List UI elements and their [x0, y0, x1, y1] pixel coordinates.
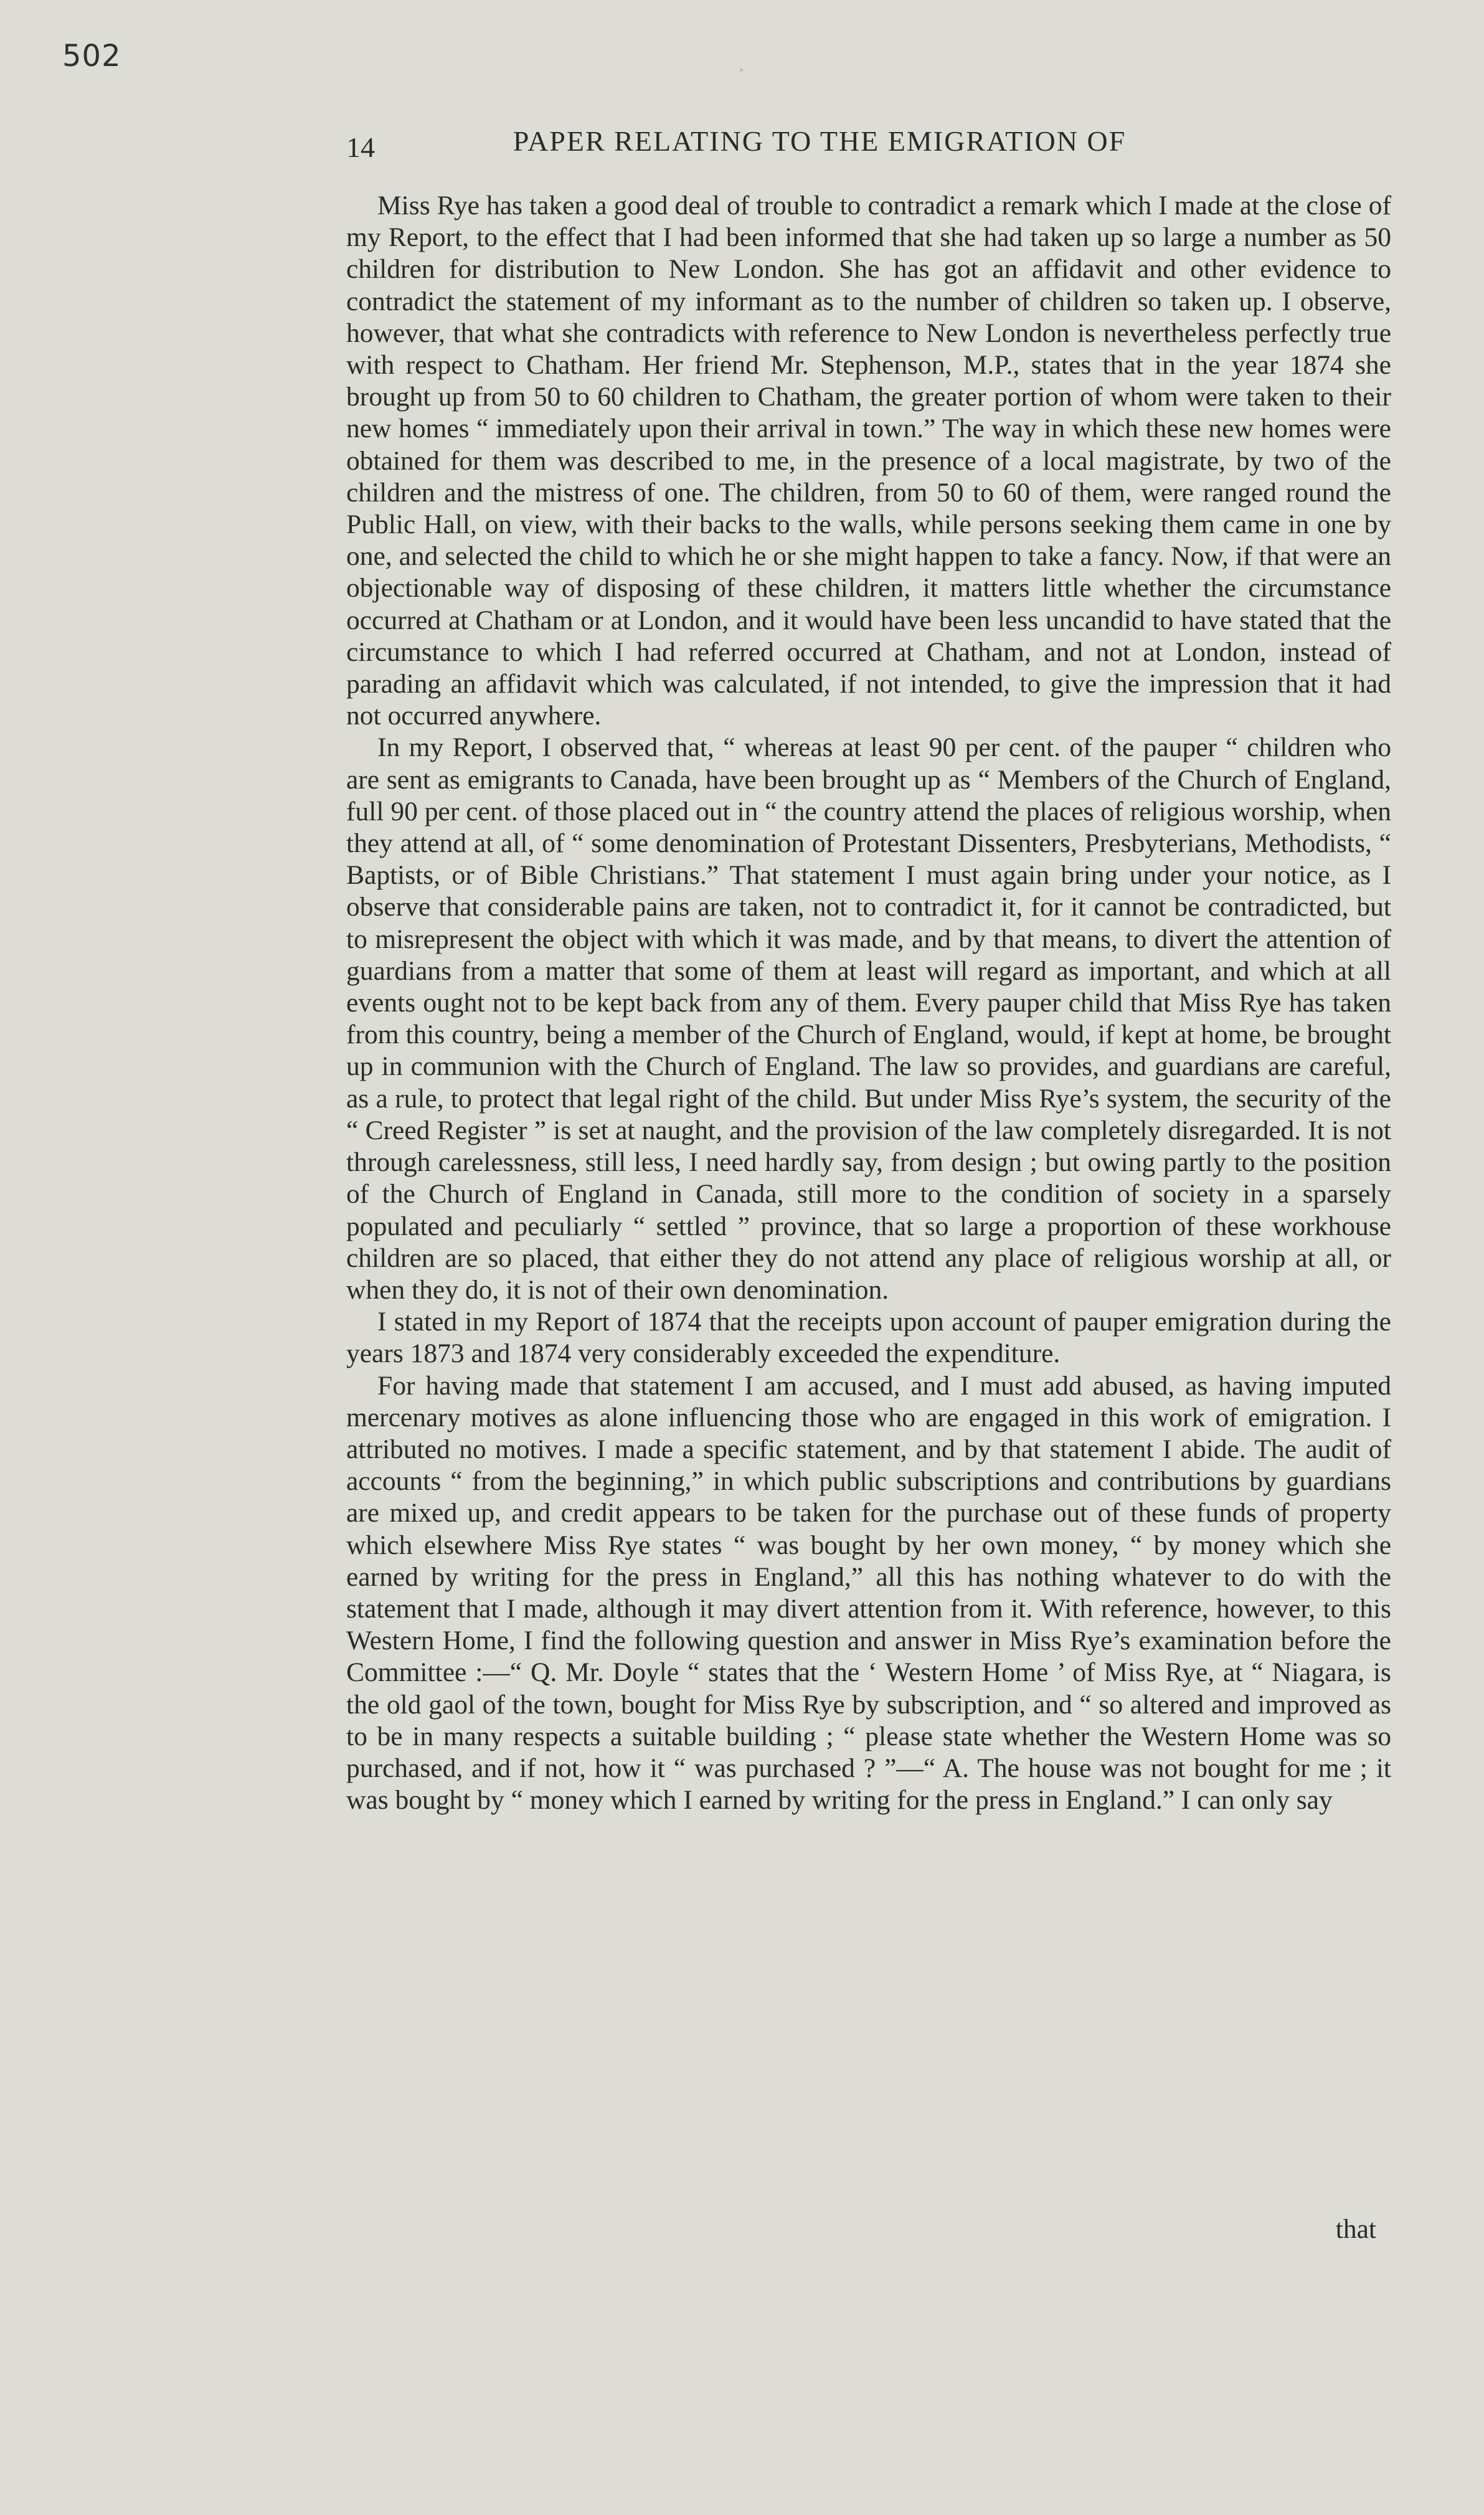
body-text	[346, 190, 1391, 1816]
folio-number: 14	[346, 131, 375, 163]
catchword: that	[1335, 2214, 1376, 2244]
running-title: PAPER RELATING TO THE EMIGRATION OF	[513, 125, 1127, 157]
paper-speck	[740, 69, 743, 72]
running-head	[346, 122, 1392, 166]
outer-page-number: 502	[62, 39, 121, 73]
paragraph: In my Report, I observed that, “ whereas at least 90 per cent. of the pauper “ children who are sent as emigrants to Canada, have been brought up as “ Members of the Church of England, full 90 per cent. of those placed out in “ the country attend the places of religious worship, when they attend at all, of “ some denomination of Protestant Dissenters, Presbyterians, Methodists, “ Baptists, or of Bible Christians.” That statement I must again bring under your notice, as I observe that considerable pains are taken, not to contradict it, for it cannot be contradicted, but to misrepresent the object with which it was made, and by that means, to divert the attention of guardians from a matter that some of them at least will regard as important, and which at all events ought not to be kept back from any of them. Every pauper child that Miss Rye has taken from this country, being a member of the Church of England, would, if kept at home, be brought up in communion with the Church of England. The law so provides, and guardians are careful, as a rule, to protect that legal right of the child. But under Miss Rye’s system, the security of the “ Creed Register ” is set at naught, and the provision of the law completely disregarded. It is not through carelessness, still less, I need hardly say, from design ; but owing partly to the position of the Church of England in Canada, still more to the condition of society in a sparsely populated and peculiarly “ settled ” province, that so large a proportion of these workhouse children are so placed, that either they do not attend any place of religious worship at all, or when they do, it is not of their own denomination.	[346, 732, 1391, 1305]
paragraph: I stated in my Report of 1874 that the receipts upon account of pauper emigration during the years 1873 and 1874 very considerably exceeded the expenditure.	[346, 1307, 1391, 1369]
paragraph: Miss Rye has taken a good deal of trouble to contradict a remark which I made at the close of my Report, to the effect that I had been informed that she had taken up so large a number as 50 children for distribution to New London. She has got an affidavit and other evidence to contradict the statement of my informant as to the number of children so taken up. I observe, however, that what she contradicts with reference to New London is nevertheless perfectly true with respect to Chatham. Her friend Mr. Stephenson, M.P., states that in the year 1874 she brought up from 50 to 60 children to Chatham, the greater portion of whom were taken to their new homes “ immediately upon their arrival in town.” The way in which these new homes were obtained for them was described to me, in the presence of a local magistrate, by two of the children and the mistress of one. The children, from 50 to 60 of them, were ranged round the Public Hall, on view, with their backs to the walls, while persons seeking them came in one by one, and selected the child to which he or she might happen to take a fancy. Now, if that were an objectionable way of disposing of these children, it matters little whether the circumstance occurred at Chatham or at London, and it would have been less uncandid to have stated that the circumstance to which I had referred occurred at Chatham, and not at London, instead of parading an affidavit which was calculated, if not intended, to give the impression that it had not occurred anywhere.	[346, 191, 1391, 731]
paragraph: For having made that statement I am accused, and I must add abused, as having imputed mercenary motives as alone influencing those who are engaged in this work of emigration. I attributed no motives. I made a specific statement, and by that statement I abide. The audit of accounts “ from the beginning,” in which public subscriptions and contributions by guardians are mixed up, and credit appears to be taken for the purchase out of these funds of property which elsewhere Miss Rye states “ was bought by her own money, “ by money which she earned by writing for the press in England,” all this has nothing whatever to do with the statement that I made, although it may divert attention from it. With reference, however, to this Western Home, I find the following question and answer in Miss Rye’s examination before the Committee :—“ Q. Mr. Doyle “ states that the ‘ Western Home ’ of Miss Rye, at “ Niagara, is the old gaol of the town, bought for Miss Rye by subscription, and “ so altered and improved as to be in many respects a suitable building ; “ please state whether the Western Home was so purchased, and if not, how it “ was purchased ? ”—“ A. The house was not bought for me ; it was bought by “ money which I earned by writing for the press in England.” I can only say	[346, 1370, 1391, 1816]
